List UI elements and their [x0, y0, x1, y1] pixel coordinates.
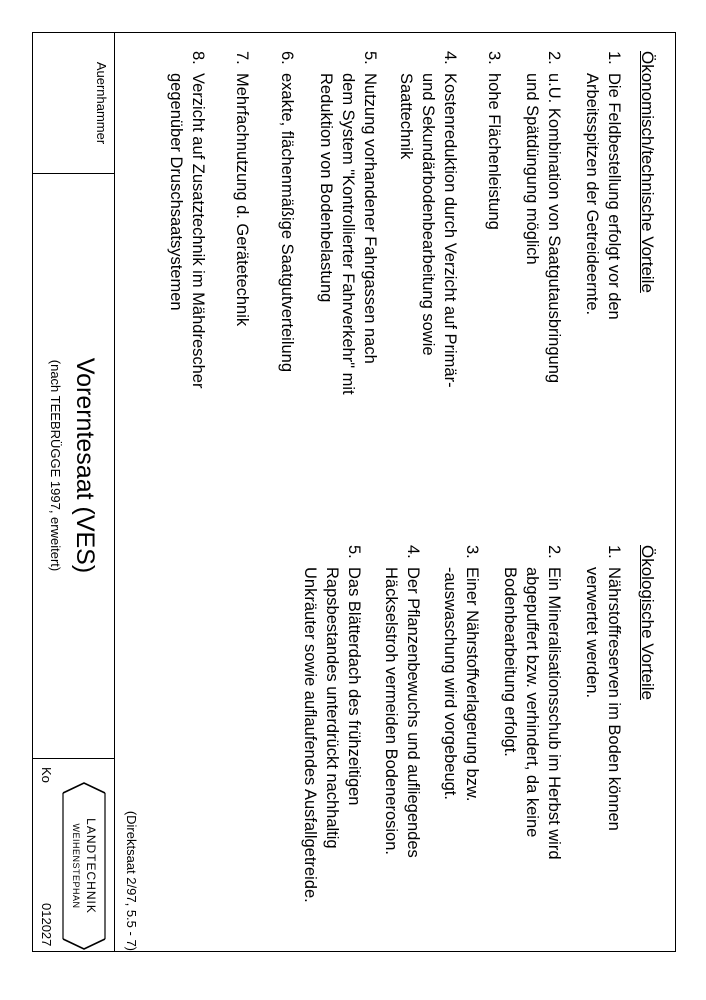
item-number: 5. — [361, 51, 379, 65]
item-number: 6. — [278, 51, 296, 65]
item-text: Mehrfachnutzung d. Gerätetechnik — [233, 73, 251, 327]
item-text: Einer Nährstoffverlagerung bzw. -auswaschung wird vorgebeugt. — [441, 567, 481, 802]
document-code: 012027 — [39, 903, 54, 947]
item-text: Ein Mineralisationsschub im Herbst wird abgepuffert bzw. verhindert, da keine Bodenbearbeitung erfolgt. — [501, 567, 563, 860]
item-number: 1. — [605, 545, 623, 559]
item-text: Nährstoffreserven im Boden können verwertet werden. — [583, 567, 623, 831]
ecological-heading: Ökologische Vorteile — [638, 545, 657, 700]
item-number: 8. — [189, 51, 207, 65]
item-number: 5. — [345, 545, 363, 559]
logo-left-chevron — [63, 783, 105, 793]
author: Auernhammer — [94, 61, 109, 145]
page-frame — [32, 32, 676, 952]
item-text: Verzicht auf Zusatztechnik im Mähdrescher gegenüber Druschsaatsystemen — [167, 73, 207, 389]
ko-label: Ko — [39, 767, 54, 783]
item-number: 4. — [404, 545, 422, 559]
logo-right-chevron — [63, 939, 105, 949]
item-number: 2. — [545, 51, 563, 65]
logo-line2: WEIHENSTEPHAN — [71, 823, 81, 909]
economic-heading: Ökonomisch/technische Vorteile — [638, 51, 657, 293]
landtechnik-logo — [59, 781, 109, 951]
page-title: Vorerntesaat (VES) — [71, 357, 99, 574]
item-text: Kostenreduktion durch Verzicht auf Primär- und Sekundärbodenbearbeitung sowie Saattechnik — [397, 73, 459, 388]
item-number: 4. — [441, 51, 459, 65]
item-number: 1. — [605, 51, 623, 65]
item-number: 2. — [545, 545, 563, 559]
item-text: Nutzung vorhandener Fahrgassen nach dem System "Kontrollierter Fahrverkehr" mit Reduktion von Bodenbelastung — [317, 73, 379, 395]
item-text: Das Blätterdach des frühzeitigen Rapsbestandes unterdrückt nachhaltig Unkräuter sowie auflaufendes Ausfallgetreide. — [301, 567, 363, 903]
item-text: u.U. Kombination von Saatgutausbringung und Spätdüngung möglich — [523, 73, 563, 384]
item-text: Der Pflanzenbewuchs und aufliegendes Häckselstroh vermeiden Bodenerosion. — [382, 567, 422, 858]
footer-divider — [114, 33, 115, 951]
item-number: 3. — [463, 545, 481, 559]
item-number: 3. — [485, 51, 503, 65]
logo-line1: LANDTECHNIK — [84, 818, 98, 914]
item-text: Die Feldbestellung erfolgt vor den Arbeitsspitzen der Getreideernte. — [583, 73, 623, 320]
item-number: 7. — [233, 51, 251, 65]
footer-divider-right — [33, 758, 115, 759]
item-text: exakte, flächenmäßige Saatgutverteilung — [278, 73, 296, 373]
source-reference: (Direktsaat 2/97, 5.5 - 7) — [124, 810, 139, 951]
item-text: hohe Flächenleistung — [485, 73, 503, 230]
page-subtitle: (nach TEEBRÜGGE 1997, erweitert) — [48, 359, 63, 572]
